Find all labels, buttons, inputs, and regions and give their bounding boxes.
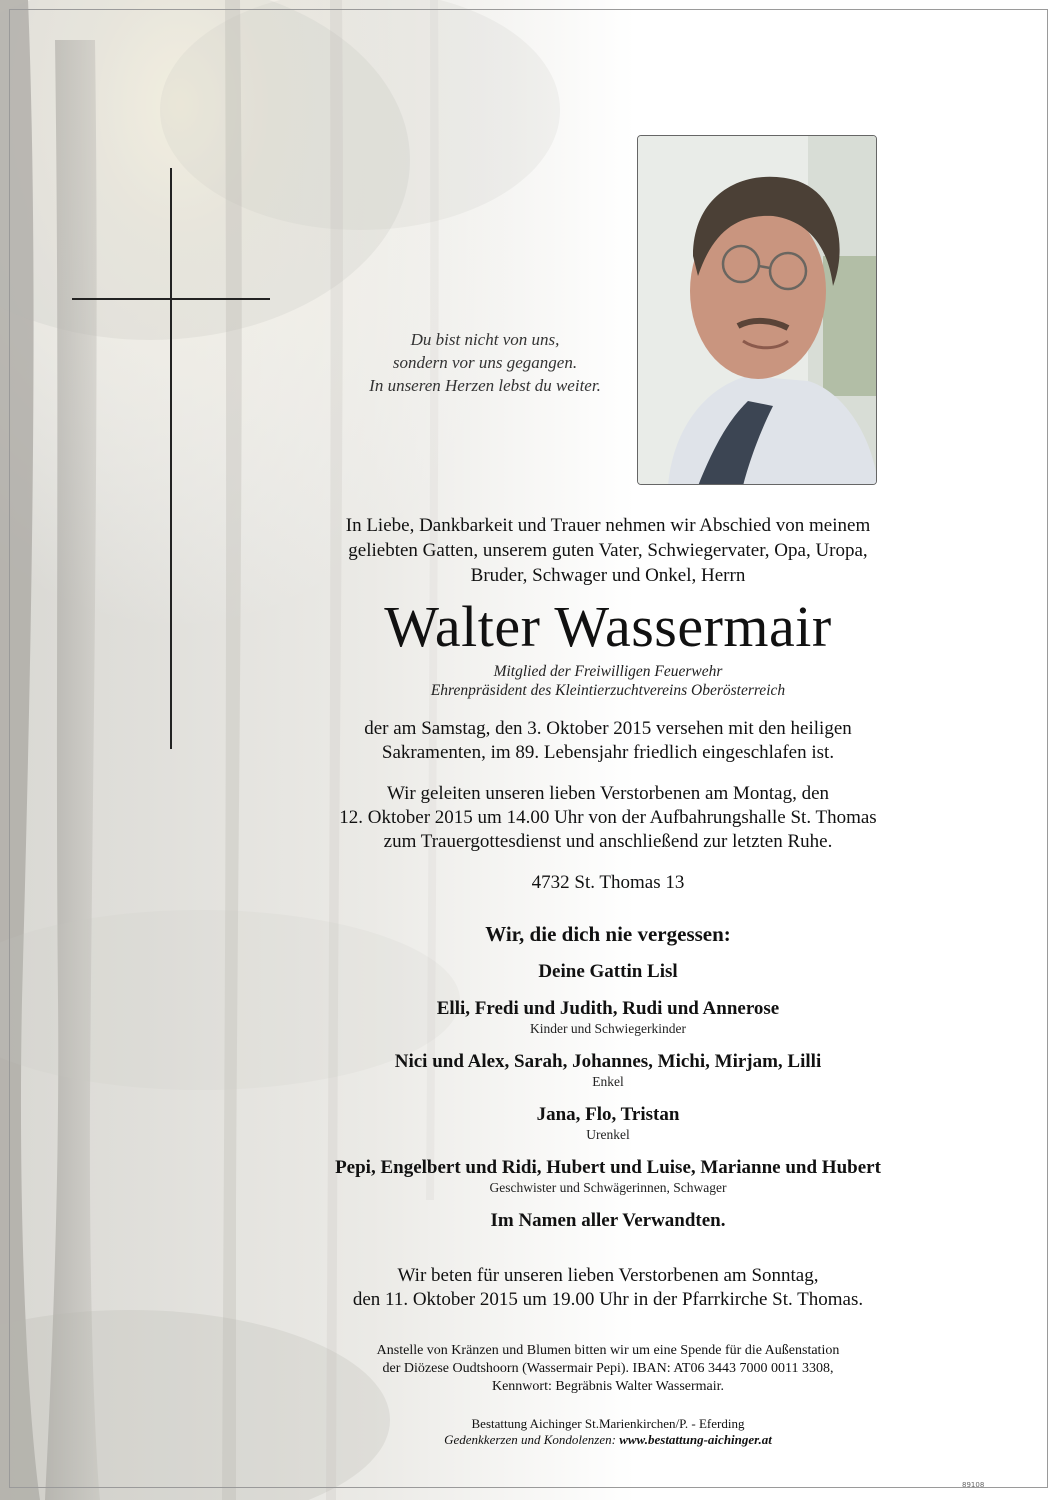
mourner-names: Elli, Fredi und Judith, Rudi und Annerose: [436, 998, 780, 1019]
death-notice: [258, 717, 958, 765]
deceased-name: Walter Wassermair: [384, 594, 832, 659]
undertaker-info: [258, 1416, 958, 1448]
mourner-names: Jana, Flo, Tristan: [536, 1104, 680, 1125]
mourner-relation: Geschwister und Schwägerinnen, Schwager: [489, 1180, 727, 1195]
cross-vertical-bar: [170, 168, 172, 749]
address: 4732 St. Thomas 13: [531, 872, 685, 893]
intro-line: Bruder, Schwager und Onkel, Herrn: [470, 565, 746, 586]
mourner-group: [258, 1050, 958, 1090]
portrait-photo: [637, 135, 877, 485]
donation-line: der Diözese Oudtshoorn (Wassermair Pepi). IBAN: AT06 3443 7000 0011 3308,: [382, 1361, 834, 1376]
memorial-quote: [300, 328, 670, 397]
mourner-names: Pepi, Engelbert und Ridi, Hubert und Luise, Marianne und Hubert: [335, 1157, 881, 1178]
obituary-body: [258, 513, 958, 1448]
funeral-details: [258, 782, 958, 854]
condolence-line: [258, 1432, 958, 1448]
funeral-line: zum Trauergottesdienst und anschließend zur letzten Ruhe.: [383, 831, 833, 852]
intro-line: geliebten Gatten, unserem guten Vater, Schwiegervater, Opa, Uropa,: [348, 540, 868, 561]
role-line: Ehrenpräsident des Kleintierzuchtvereins Oberösterreich: [430, 682, 786, 699]
mourner-group: [258, 1156, 958, 1196]
mourner-group: [258, 960, 958, 984]
undertaker-name: Bestattung Aichinger St.Marienkirchen/P. - Eferding: [471, 1416, 745, 1431]
mourner-group: [258, 997, 958, 1037]
prayer-line: den 11. Oktober 2015 um 19.00 Uhr in der Pfarrkirche St. Thomas.: [352, 1289, 864, 1310]
deceased-roles: [258, 662, 958, 700]
donation-request: [258, 1342, 958, 1396]
mourners-heading: Wir, die dich nie vergessen:: [485, 922, 731, 946]
funeral-line: Wir geleiten unseren lieben Verstorbenen am Montag, den: [386, 783, 830, 804]
funeral-line: 12. Oktober 2015 um 14.00 Uhr von der Aufbahrungshalle St. Thomas: [339, 807, 877, 828]
death-line: der am Samstag, den 3. Oktober 2015 versehen mit den heiligen: [364, 718, 852, 739]
quote-line: Du bist nicht von uns,: [410, 330, 560, 349]
print-code: 89108: [962, 1481, 985, 1489]
intro-text: [258, 513, 958, 588]
mourner-relation: Kinder und Schwiegerkinder: [530, 1021, 686, 1036]
donation-line: Kennwort: Begräbnis Walter Wassermair.: [491, 1379, 725, 1394]
role-line: Mitglied der Freiwilligen Feuerwehr: [493, 663, 723, 680]
closing-line: Im Namen aller Verwandten.: [490, 1210, 726, 1231]
intro-line: In Liebe, Dankbarkeit und Trauer nehmen wir Abschied von meinem: [345, 515, 871, 536]
death-line: Sakramenten, im 89. Lebensjahr friedlich eingeschlafen ist.: [381, 742, 835, 763]
mourner-names: Nici und Alex, Sarah, Johannes, Michi, Mirjam, Lilli: [394, 1051, 822, 1072]
quote-line: sondern vor uns gegangen.: [392, 353, 578, 372]
prayer-line: Wir beten für unseren lieben Verstorbenen am Sonntag,: [397, 1265, 819, 1286]
cross-horizontal-bar: [72, 298, 270, 300]
prayer-notice: [258, 1264, 958, 1312]
mourner-names: Deine Gattin Lisl: [538, 961, 678, 982]
condolence-label: Gedenkkerzen und Kondolenzen:: [444, 1432, 616, 1447]
mourner-relation: Urenkel: [586, 1127, 630, 1142]
mourner-group: [258, 1103, 958, 1143]
quote-line: In unseren Herzen lebst du weiter.: [369, 376, 601, 395]
condolence-link[interactable]: www.bestattung-aichinger.at: [619, 1432, 772, 1447]
donation-line: Anstelle von Kränzen und Blumen bitten wir um eine Spende für die Außenstation: [376, 1343, 840, 1358]
mourner-relation: Enkel: [592, 1074, 624, 1089]
